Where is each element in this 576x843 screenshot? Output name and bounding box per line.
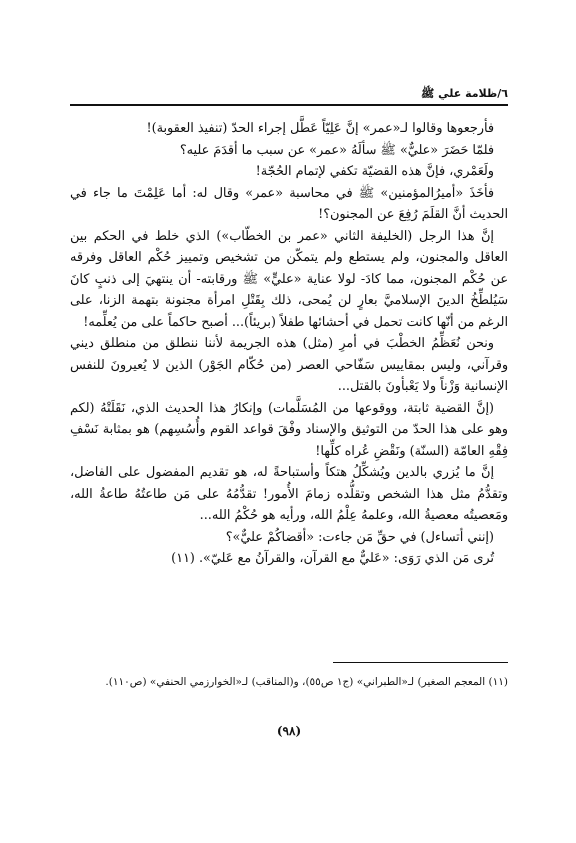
book-page (70, 0, 508, 843)
paragraph: فأرجعوها وقالوا لـ«عمر» إنَّ عَلِيّاً عَطَّل إجراء الحدّ (تنفيذ العقوبة)! (146, 121, 494, 136)
body-text (70, 118, 508, 570)
paragraph: فأخَذَ «أميرُالمؤمنين» ﷺ في محاسبة «عمر» وقال له: أما عَلِمْتَ ما جاء في الحديث أنَّ القلَمَ رُفِعَ عن المجنون؟! (70, 185, 508, 222)
paragraph: إنَّ هذا الرجل (الخليفة الثاني «عمر بن الخطّاب») الذي خلط في الحكم بين العاقل والمجنون، ولم يستطع ولم يتمكّن من تشخيص وتمييز حُكْم العاقل وفرقه عن حُكْم المجنون، مما كادَ- لولا عناية «عليٍّ» ﷺ ورقابته- أن ينتهيَ إلى ذنبٍ كانَ سَيُلطِّخُ الدينَ الإسلاميَّ بعارٍ لن يُمحى، ذلك بِقَتْلِ امرأة مجنونة بتهمة الزنا، على الرغم من أنّها كانت تحمل في أحشائها طفلاً (بريئاً)... أصبح حاكماً على من يُعلِّمه! (70, 228, 508, 330)
paragraph: (إنَّ القضية ثابتة، ووقوعها من المُسَلَّمات) وإنكارُ هذا الحديث الذي، نَقَلَتْهُ (لكم وهو على هذا الحدّ من التوثيق والإسناد وفْقَ قواعد القوم وأُسُسِهم) هو بمثابة نَسْفِ فِقْهِ العامّة (السنّة) ونَقْضِ عُراه كلِّها! (70, 400, 508, 459)
paragraph: فلمّا حَضَرَ «عليٌّ» ﷺ سألَهُ «عمر» عن سبب ما أقدَمَ عليه؟ (179, 142, 494, 158)
paragraph: (إنني أتساءل) في حقِّ مَن جاءت: «أقضاكُمْ عليٌّ»؟ (225, 529, 494, 545)
paragraph: تُرى مَن الذي رَوَى: «عَليٌّ مع القرآن، والقرآنُ مع عَليّ». (١١) (171, 551, 494, 566)
paragraph: ونحن نُعَظِّمُ الخطْبَ في أمرِ (مثل) هذه الجريمة لأننا ننطلق من منطلق ديني وقرآني، وليس بمقاييس سَفّاحي العصر (من حُكّام الجَوْر) الذين لا يُعيرونَ للنفس الإنسانية وَزْناً ولا يَعْبأونَ بالقتل... (70, 336, 508, 394)
footnote-divider (333, 662, 508, 663)
running-header-title: ٦/ظلامة علي ﷺ (420, 87, 508, 100)
paragraph: إنَّ ما يُزري بالدين ويُشكِّلُ هتكاً وأستباحةً له، هو تقديم المفضول على الفاضل، وتقدُّمُ مثل هذا الشخص وتقلُّده زمامَ الأُمور! تقدُّمُهُ على مَن طاعتُهُ طاعةُ الله، ومَعصيتُه معصيةُ الله، وعلمهُ عِلْمُ الله، ورأيه هو حُكْمُ الله... (70, 465, 508, 523)
running-header (70, 84, 508, 106)
paragraph: ولَعَمْري، فإنَّ هذه القضيّة تكفي لإتمام الحُجّة! (255, 164, 494, 179)
page-number: (٩٨) (276, 724, 302, 738)
footnote: (١١) المعجم الصغير) لـ«الطبراني» (ج١ ص٥٥)، و(المناقب) لـ«الخوارزمي الحنفي» (ص١١٠). (105, 676, 508, 688)
